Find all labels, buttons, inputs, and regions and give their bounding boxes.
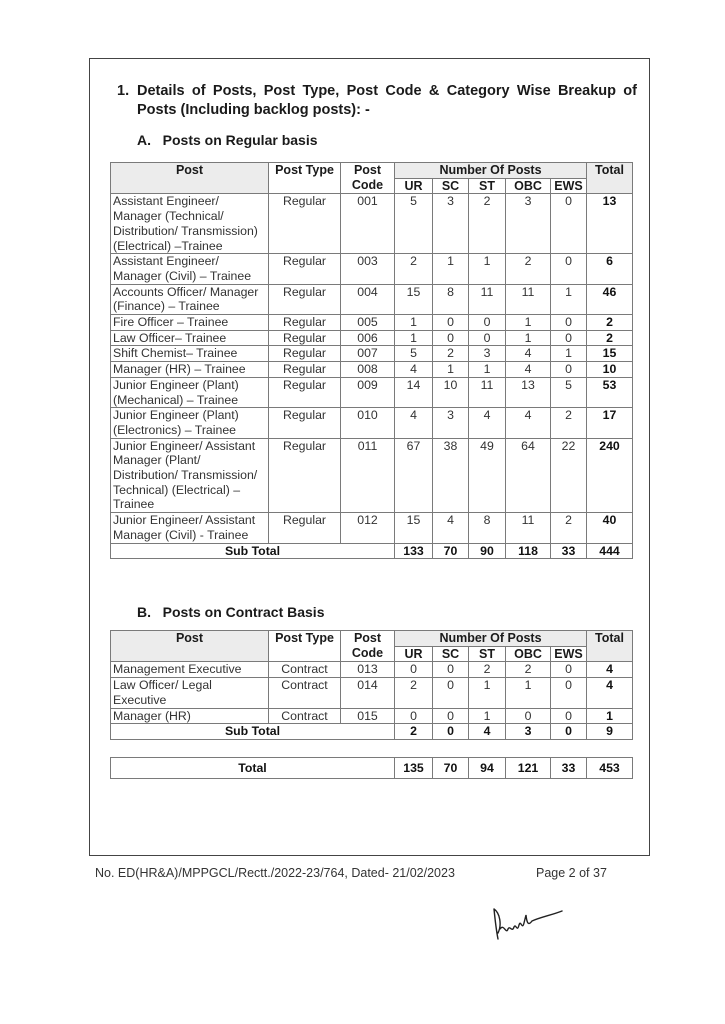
header-total: Total	[587, 163, 633, 194]
post-name: Law Officer– Trainee	[111, 330, 269, 346]
ews-count: 5	[551, 377, 587, 407]
post-code: 012	[341, 513, 395, 543]
post-type: Regular	[269, 377, 341, 407]
sc-count: 1	[433, 362, 469, 378]
post-type: Regular	[269, 194, 341, 254]
ews-count: 0	[551, 315, 587, 331]
st-count: 1	[469, 362, 506, 378]
sc-count: 3	[433, 408, 469, 438]
ur-count: 5	[395, 194, 433, 254]
ur-count: 0	[395, 662, 433, 678]
grand-total-table	[110, 757, 633, 779]
grand-total-label: Total	[111, 758, 395, 779]
obc-count: 13	[506, 377, 551, 407]
ur-count: 15	[395, 513, 433, 543]
total-count: 1	[587, 708, 633, 724]
post-name: Manager (HR) – Trainee	[111, 362, 269, 378]
ur-count: 0	[395, 708, 433, 724]
ur-count: 5	[395, 346, 433, 362]
ews-count: 2	[551, 513, 587, 543]
table-row	[111, 708, 633, 724]
table-row	[111, 438, 633, 513]
post-type: Regular	[269, 284, 341, 314]
ews-count: 1	[551, 284, 587, 314]
header-ews: EWS	[551, 646, 587, 662]
ews-count: 0	[551, 708, 587, 724]
header-sc: SC	[433, 178, 469, 194]
header-post-type: Post Type	[269, 163, 341, 194]
subtotal-sc: 70	[433, 543, 469, 559]
ews-count: 2	[551, 408, 587, 438]
grand-total-row	[111, 758, 633, 779]
section-b-title	[137, 604, 325, 620]
ews-count: 0	[551, 194, 587, 254]
sc-count: 0	[433, 330, 469, 346]
table-row	[111, 330, 633, 346]
ur-count: 4	[395, 362, 433, 378]
obc-count: 1	[506, 315, 551, 331]
header-sc: SC	[433, 646, 469, 662]
post-code: 001	[341, 194, 395, 254]
ur-count: 2	[395, 678, 433, 708]
ews-count: 0	[551, 662, 587, 678]
st-count: 1	[469, 708, 506, 724]
ews-count: 0	[551, 678, 587, 708]
signature-image	[486, 895, 566, 947]
ur-count: 15	[395, 284, 433, 314]
subtotal-ews: 0	[551, 724, 587, 740]
subtotal-label: Sub Total	[111, 724, 395, 740]
sc-count: 1	[433, 254, 469, 284]
header-ews: EWS	[551, 178, 587, 194]
ur-count: 2	[395, 254, 433, 284]
obc-count: 1	[506, 330, 551, 346]
table-row	[111, 254, 633, 284]
st-count: 3	[469, 346, 506, 362]
section-b-title-text: Posts on Contract Basis	[162, 604, 325, 620]
grand-total-ur: 135	[395, 758, 433, 779]
st-count: 49	[469, 438, 506, 513]
header-st: ST	[469, 178, 506, 194]
post-name: Shift Chemist– Trainee	[111, 346, 269, 362]
total-count: 40	[587, 513, 633, 543]
post-name: Accounts Officer/ Manager (Finance) – Trainee	[111, 284, 269, 314]
post-code: 015	[341, 708, 395, 724]
header-ur: UR	[395, 178, 433, 194]
total-count: 53	[587, 377, 633, 407]
sc-count: 2	[433, 346, 469, 362]
section-b-label: B.	[137, 604, 151, 620]
subtotal-total: 444	[587, 543, 633, 559]
subtotal-row	[111, 724, 633, 740]
table-row	[111, 284, 633, 314]
subtotal-label: Sub Total	[111, 543, 395, 559]
grand-total-sc: 70	[433, 758, 469, 779]
st-count: 4	[469, 408, 506, 438]
obc-count: 3	[506, 194, 551, 254]
total-count: 2	[587, 315, 633, 331]
subtotal-total: 9	[587, 724, 633, 740]
header-obc: OBC	[506, 178, 551, 194]
total-count: 13	[587, 194, 633, 254]
post-type: Regular	[269, 438, 341, 513]
ur-count: 67	[395, 438, 433, 513]
header-total: Total	[587, 631, 633, 662]
grand-total-total: 453	[587, 758, 633, 779]
post-name: Assistant Engineer/ Manager (Technical/ Distribution/ Transmission) (Electrical) –Trainee	[111, 194, 269, 254]
page-number: Page 2 of 37	[536, 866, 607, 880]
header-obc: OBC	[506, 646, 551, 662]
sc-count: 4	[433, 513, 469, 543]
sc-count: 8	[433, 284, 469, 314]
grand-total-obc: 121	[506, 758, 551, 779]
total-count: 4	[587, 678, 633, 708]
table-row	[111, 662, 633, 678]
total-count: 2	[587, 330, 633, 346]
post-code: 006	[341, 330, 395, 346]
obc-count: 2	[506, 662, 551, 678]
subtotal-ur: 2	[395, 724, 433, 740]
header-post-type: Post Type	[269, 631, 341, 662]
post-name: Manager (HR)	[111, 708, 269, 724]
heading-number: 1.	[117, 83, 130, 99]
post-name: Junior Engineer (Plant) (Mechanical) – Trainee	[111, 377, 269, 407]
post-name: Junior Engineer/ Assistant Manager (Plant/ Distribution/ Transmission/ Technical) (Electrical) – Trainee	[111, 438, 269, 513]
subtotal-st: 4	[469, 724, 506, 740]
section-a-label: A.	[137, 132, 151, 148]
total-count: 15	[587, 346, 633, 362]
total-count: 17	[587, 408, 633, 438]
post-name: Assistant Engineer/ Manager (Civil) – Trainee	[111, 254, 269, 284]
st-count: 2	[469, 194, 506, 254]
heading-text: Details of Posts, Post Type, Post Code & Category Wise Breakup of Posts (Including backlog posts): -	[137, 83, 637, 118]
header-post: Post	[111, 631, 269, 662]
total-count: 10	[587, 362, 633, 378]
obc-count: 2	[506, 254, 551, 284]
ews-count: 0	[551, 254, 587, 284]
subtotal-sc: 0	[433, 724, 469, 740]
post-name: Junior Engineer/ Assistant Manager (Civil) - Trainee	[111, 513, 269, 543]
post-code: 010	[341, 408, 395, 438]
obc-count: 4	[506, 362, 551, 378]
st-count: 0	[469, 330, 506, 346]
contract-posts-table	[110, 630, 633, 740]
sc-count: 0	[433, 678, 469, 708]
post-name: Fire Officer – Trainee	[111, 315, 269, 331]
ur-count: 1	[395, 330, 433, 346]
st-count: 8	[469, 513, 506, 543]
post-code: 005	[341, 315, 395, 331]
ur-count: 14	[395, 377, 433, 407]
total-count: 6	[587, 254, 633, 284]
sc-count: 0	[433, 708, 469, 724]
post-code: 008	[341, 362, 395, 378]
sc-count: 0	[433, 315, 469, 331]
post-code: 004	[341, 284, 395, 314]
table-row	[111, 678, 633, 708]
obc-count: 4	[506, 346, 551, 362]
header-number-of-posts: Number Of Posts	[395, 631, 587, 647]
post-type: Contract	[269, 708, 341, 724]
post-name: Junior Engineer (Plant) (Electronics) – Trainee	[111, 408, 269, 438]
total-count: 46	[587, 284, 633, 314]
post-code: 007	[341, 346, 395, 362]
obc-count: 11	[506, 513, 551, 543]
ur-count: 1	[395, 315, 433, 331]
ews-count: 0	[551, 330, 587, 346]
sc-count: 3	[433, 194, 469, 254]
ews-count: 22	[551, 438, 587, 513]
obc-count: 0	[506, 708, 551, 724]
post-type: Regular	[269, 513, 341, 543]
post-type: Regular	[269, 346, 341, 362]
st-count: 0	[469, 315, 506, 331]
grand-total-ews: 33	[551, 758, 587, 779]
st-count: 2	[469, 662, 506, 678]
header-st: ST	[469, 646, 506, 662]
obc-count: 64	[506, 438, 551, 513]
header-post-code: Post Code	[341, 631, 395, 662]
subtotal-row	[111, 543, 633, 559]
post-type: Regular	[269, 315, 341, 331]
ews-count: 1	[551, 346, 587, 362]
section-heading	[117, 82, 637, 120]
section-a-title-text: Posts on Regular basis	[162, 132, 318, 148]
post-code: 009	[341, 377, 395, 407]
table-row	[111, 408, 633, 438]
sc-count: 10	[433, 377, 469, 407]
post-name: Management Executive	[111, 662, 269, 678]
subtotal-ews: 33	[551, 543, 587, 559]
obc-count: 11	[506, 284, 551, 314]
st-count: 1	[469, 254, 506, 284]
grand-total-st: 94	[469, 758, 506, 779]
sc-count: 0	[433, 662, 469, 678]
ur-count: 4	[395, 408, 433, 438]
header-post-code: Post Code	[341, 163, 395, 194]
post-code: 013	[341, 662, 395, 678]
post-name: Law Officer/ Legal Executive	[111, 678, 269, 708]
post-type: Regular	[269, 408, 341, 438]
post-code: 003	[341, 254, 395, 284]
table-row	[111, 377, 633, 407]
section-a-title	[137, 132, 318, 148]
sc-count: 38	[433, 438, 469, 513]
post-type: Contract	[269, 678, 341, 708]
table-row	[111, 362, 633, 378]
table-row	[111, 513, 633, 543]
post-type: Regular	[269, 254, 341, 284]
post-type: Regular	[269, 362, 341, 378]
obc-count: 4	[506, 408, 551, 438]
subtotal-obc: 3	[506, 724, 551, 740]
subtotal-obc: 118	[506, 543, 551, 559]
table-row	[111, 194, 633, 254]
header-post: Post	[111, 163, 269, 194]
post-type: Regular	[269, 330, 341, 346]
total-count: 4	[587, 662, 633, 678]
header-number-of-posts: Number Of Posts	[395, 163, 587, 179]
subtotal-st: 90	[469, 543, 506, 559]
st-count: 11	[469, 284, 506, 314]
header-ur: UR	[395, 646, 433, 662]
st-count: 11	[469, 377, 506, 407]
obc-count: 1	[506, 678, 551, 708]
table-row	[111, 346, 633, 362]
ews-count: 0	[551, 362, 587, 378]
table-row	[111, 315, 633, 331]
subtotal-ur: 133	[395, 543, 433, 559]
regular-posts-table	[110, 162, 633, 559]
document-reference: No. ED(HR&A)/MPPGCL/Rectt./2022-23/764, Dated- 21/02/2023	[95, 866, 455, 880]
post-type: Contract	[269, 662, 341, 678]
post-code: 014	[341, 678, 395, 708]
total-count: 240	[587, 438, 633, 513]
st-count: 1	[469, 678, 506, 708]
post-code: 011	[341, 438, 395, 513]
